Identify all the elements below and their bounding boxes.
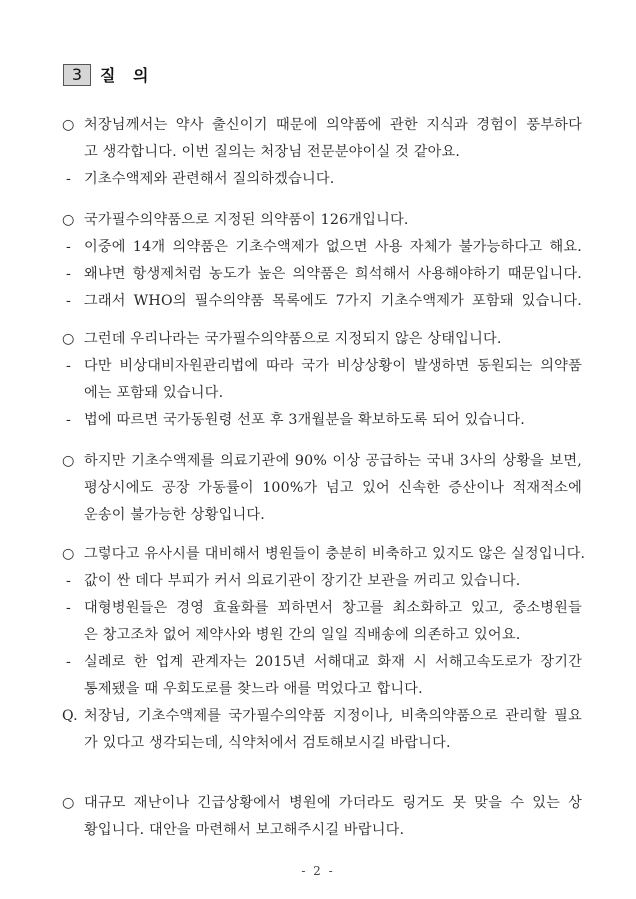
paragraph-supply-situation (62, 448, 582, 529)
text-line: ○ 그런데 우리나라는 국가필수의약품으로 지정되지 않은 상태입니다. (62, 326, 582, 353)
circle-bullet-icon: ○ (62, 453, 75, 469)
text-line: 에는 포함돼 있습니다. (84, 385, 224, 401)
circle-bullet-icon: ○ (62, 212, 75, 228)
text-line: 평상시에도 공장 가동률이 100%가 넘고 있어 신속한 증산이나 적재적소에 (84, 480, 582, 496)
dash-bullet-icon: - (66, 573, 71, 589)
section-heading (63, 63, 154, 86)
section-title: 질 의 (100, 66, 155, 85)
text-line: 운송이 불가능한 상황입니다. (84, 507, 265, 523)
text-line: - 그래서 WHO의 필수의약품 목록에도 7가지 기초수액제가 포함돼 있습니다. (62, 288, 582, 315)
paragraph-disaster (62, 790, 582, 844)
dash-bullet-icon: - (66, 412, 71, 428)
paragraph-hospital-stockpile (62, 541, 586, 703)
text-line: 가 있다고 생각되는데, 식약처에서 검토해보시길 바랍니다. (84, 735, 451, 751)
text-line: - 실례로 한 업계 관계자는 2015년 서해대교 화재 시 서해고속도로가 장기간 (62, 649, 582, 676)
dash-bullet-icon: - (66, 654, 71, 670)
text-line: - 법에 따르면 국가동원령 선포 후 3개월분을 확보하도록 되어 있습니다. (62, 407, 582, 434)
text-line: 통제됐을 때 우회도로를 찾느라 애를 먹었다고 합니다. (84, 681, 423, 697)
circle-bullet-icon: ○ (62, 331, 75, 347)
paragraph-not-designated (62, 326, 582, 434)
circle-bullet-icon: ○ (62, 117, 75, 133)
paragraph-essential-drugs (62, 207, 582, 315)
paragraph-intro (62, 112, 582, 193)
paragraph-question (62, 703, 582, 757)
dash-bullet-icon: - (66, 293, 71, 309)
dash-bullet-icon: - (66, 266, 71, 282)
circle-bullet-icon: ○ (62, 795, 75, 811)
text-line: 황입니다. 대안을 마련해서 보고해주시길 바랍니다. (84, 822, 405, 838)
text-line: - 대형병원들은 경영 효율화를 꾀하면서 창고를 최소화하고 있고, 중소병원들 (62, 595, 582, 622)
question-marker: Q. (62, 708, 78, 724)
text-line: 고 생각합니다. 이번 질의는 처장님 전문분야이실 것 같아요. (84, 144, 461, 160)
dash-bullet-icon: - (66, 358, 71, 374)
text-line: ○ 국가필수의약품으로 지정된 의약품이 126개입니다. (62, 207, 582, 234)
text-line: - 이중에 14개 의약품은 기초수액제가 없으면 사용 자체가 불가능하다고 해요. (62, 234, 582, 261)
text-line: - 다만 비상대비자원관리법에 따라 국가 비상상황이 발생하면 동원되는 의약품 (62, 353, 582, 380)
page-number: - 2 - (301, 864, 335, 878)
text-line: ○ 하지만 기초수액제를 의료기관에 90% 이상 공급하는 국내 3사의 상황을 보면, (62, 448, 582, 475)
section-number-box: 3 (63, 64, 91, 86)
text-line: Q. 처장님, 기초수액제를 국가필수의약품 지정이나, 비축의약품으로 관리할 필요 (62, 703, 582, 730)
text-line: ○ 대규모 재난이나 긴급상황에서 병원에 가더라도 링거도 못 맞을 수 있는 상 (62, 790, 582, 817)
circle-bullet-icon: ○ (62, 546, 75, 562)
text-line: - 기초수액제와 관련해서 질의하겠습니다. (62, 166, 582, 193)
text-line: - 값이 싼 데다 부피가 커서 의료기관이 장기간 보관을 꺼리고 있습니다. (62, 568, 582, 595)
dash-bullet-icon: - (66, 239, 71, 255)
text-line: - 왜냐면 항생제처럼 농도가 높은 의약품은 희석해서 사용해야하기 때문입니다. (62, 261, 582, 288)
dash-bullet-icon: - (66, 600, 71, 616)
text-line: ○ 그렇다고 유사시를 대비해서 병원들이 충분히 비축하고 있지도 않은 실정입니다. (62, 541, 582, 568)
dash-bullet-icon: - (66, 171, 71, 187)
text-line: ○ 처장님께서는 약사 출신이기 때문에 의약품에 관한 지식과 경험이 풍부하다 (62, 112, 582, 139)
text-line: 은 창고조차 없어 제약사와 병원 간의 일일 직배송에 의존하고 있어요. (84, 627, 521, 643)
